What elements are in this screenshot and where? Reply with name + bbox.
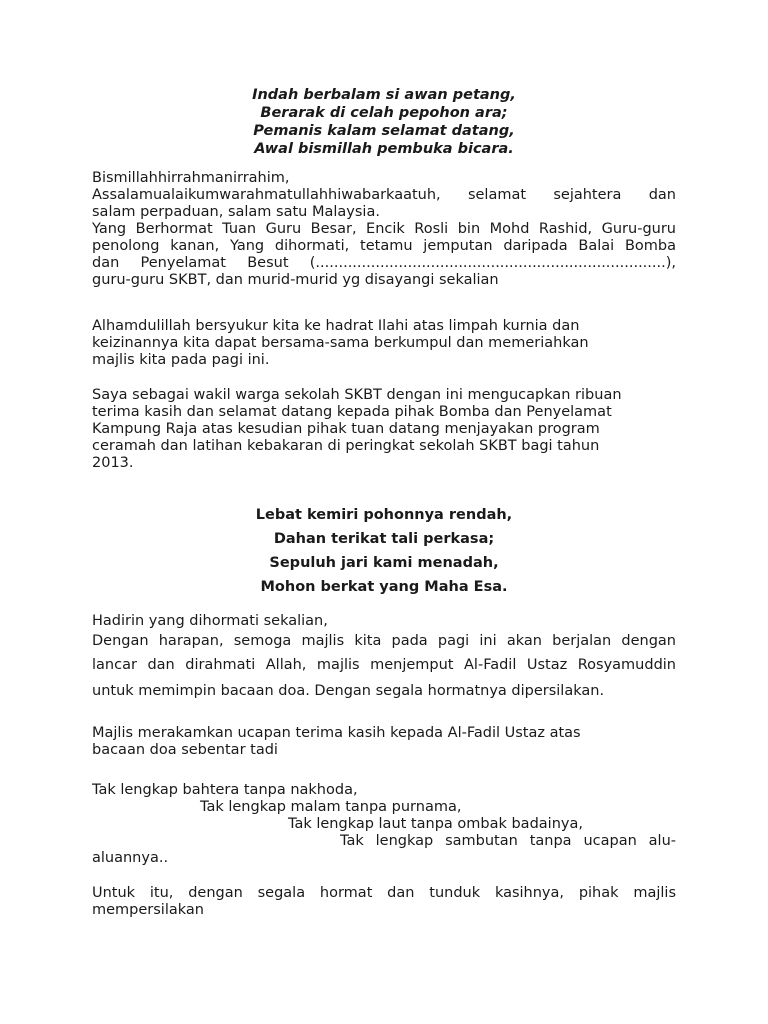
text-line: mempersilakan (92, 902, 204, 918)
pantun-line: Lebat kemiri pohonnya rendah, (255, 507, 513, 523)
text-line: Alhamdulillah bersyukur kita ke hadrat Ilahi atas limpah kurnia dan (92, 318, 580, 334)
verse-line: Tak lengkap laut tanpa ombak badainya, (288, 816, 583, 832)
thanks-paragraph (92, 725, 676, 759)
verse-line: Tak lengkap bahtera tanpa nakhoda, (92, 782, 358, 798)
text-line: Majlis merakamkan ucapan terima kasih kepada Al-Fadil Ustaz atas (92, 725, 581, 741)
text-line: 2013. (92, 455, 134, 471)
text-line: bacaan doa sebentar tadi (92, 742, 278, 758)
verse-line: Tak lengkap sambutan tanpa ucapan alu- (340, 833, 676, 849)
hadirin-paragraph (92, 613, 676, 704)
pantun-line: Indah berbalam si awan petang, (252, 87, 516, 103)
closing-paragraph (92, 885, 676, 919)
text-line: Yang Berhormat Tuan Guru Besar, Encik Rosli bin Mohd Rashid, Guru-guru (92, 221, 676, 237)
text-line: Dengan harapan, semoga majlis kita pada pagi ini akan berjalan dengan (92, 633, 676, 649)
text-line: keizinannya kita dapat bersama-sama berkumpul dan memeriahkan (92, 335, 589, 351)
pantun-line: Sepuluh jari kami menadah, (269, 555, 499, 571)
verse-line: Tak lengkap malam tanpa purnama, (200, 799, 462, 815)
verse-line: aluannya.. (92, 850, 169, 866)
tak-lengkap-verse (92, 782, 676, 867)
text-line: Assalamualaikumwarahmatullahhiwabarkaatuh, selamat sejahtera dan (92, 187, 676, 203)
welcome-paragraph (92, 387, 676, 472)
opening-pantun (92, 86, 676, 158)
greeting-paragraph (92, 170, 676, 289)
text-line: untuk memimpin bacaan doa. Dengan segala hormatnya dipersilakan. (92, 683, 605, 699)
pantun-line: Mohon berkat yang Maha Esa. (260, 579, 508, 595)
text-line: Bismillahhirrahmanirrahim, (92, 170, 290, 186)
text-line: Hadirin yang dihormati sekalian, (92, 613, 328, 629)
text-line: terima kasih dan selamat datang kepada pihak Bomba dan Penyelamat (92, 404, 612, 420)
text-line: penolong kanan, Yang dihormati, tetamu jemputan daripada Balai Bomba (92, 238, 676, 254)
text-line: ceramah dan latihan kebakaran di peringkat sekolah SKBT bagi tahun (92, 438, 600, 454)
text-line: dan Penyelamat Besut (............................................................................), (92, 255, 676, 271)
doa-pantun (92, 503, 676, 599)
text-line: lancar dan dirahmati Allah, majlis menjemput Al-Fadil Ustaz Rosyamuddin (92, 657, 676, 673)
text-line: salam perpaduan, salam satu Malaysia. (92, 204, 380, 220)
text-line: Saya sebagai wakil warga sekolah SKBT dengan ini mengucapkan ribuan (92, 387, 622, 403)
alhamdulillah-paragraph (92, 318, 676, 369)
text-line: Kampung Raja atas kesudian pihak tuan datang menjayakan program (92, 421, 600, 437)
pantun-line: Awal bismillah pembuka bicara. (254, 141, 514, 157)
pantun-line: Dahan terikat tali perkasa; (273, 531, 495, 547)
text-line: Untuk itu, dengan segala hormat dan tunduk kasihnya, pihak majlis (92, 885, 676, 901)
text-line: majlis kita pada pagi ini. (92, 352, 270, 368)
pantun-line: Pemanis kalam selamat datang, (253, 123, 515, 139)
pantun-line: Berarak di celah pepohon ara; (260, 105, 508, 121)
text-line: guru-guru SKBT, dan murid-murid yg disayangi sekalian (92, 272, 499, 288)
